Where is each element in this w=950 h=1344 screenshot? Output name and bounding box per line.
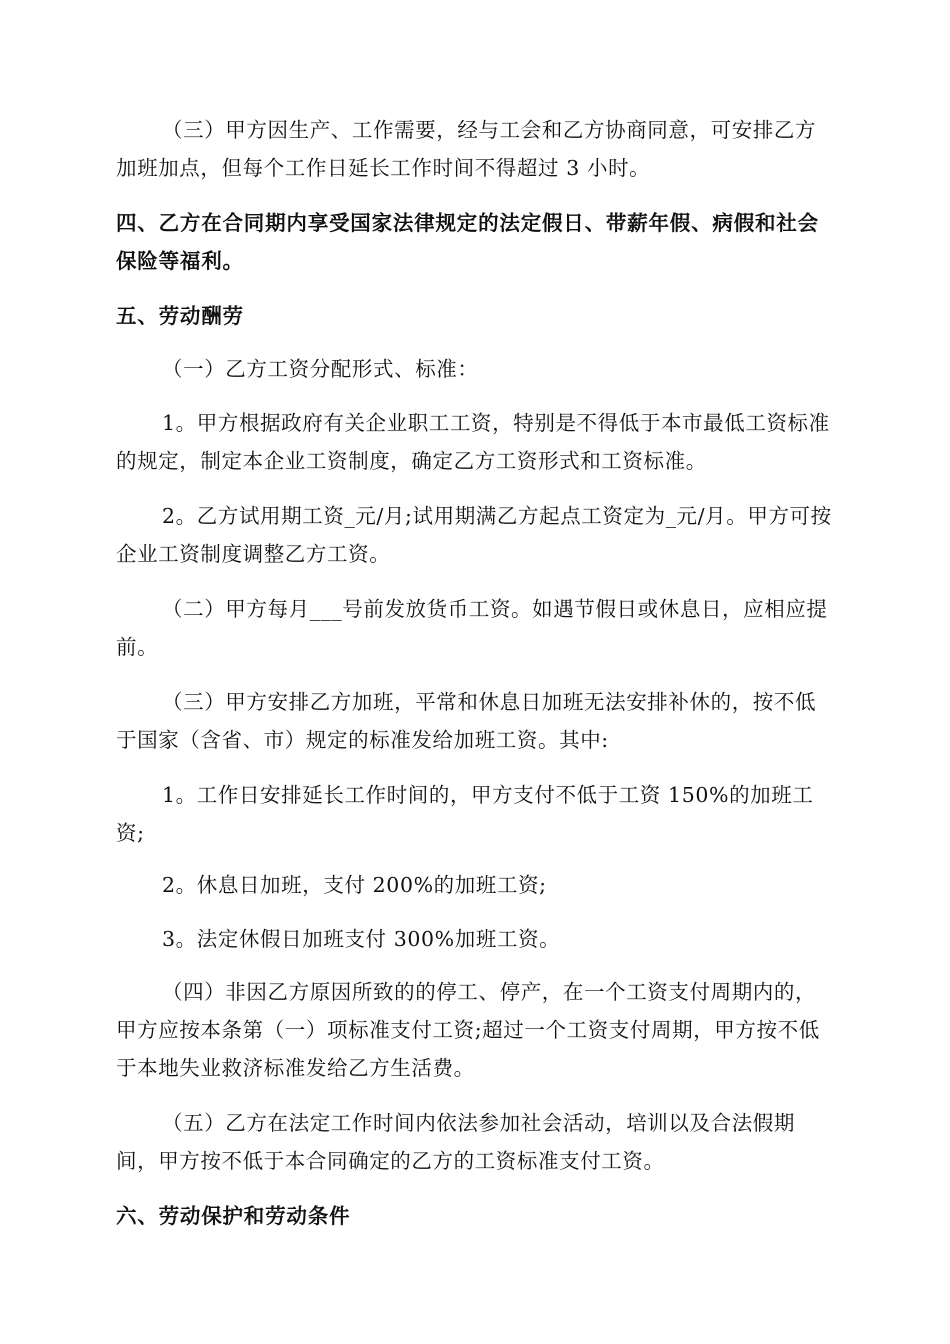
- section-heading-welfare: 四、乙方在合同期内享受国家法律规定的法定假日、带薪年假、病假和社会保险等福利。: [116, 211, 819, 273]
- section-heading-labor-protection: 六、劳动保护和劳动条件: [116, 1204, 351, 1228]
- paragraph-payday: （二）甲方每月___号前发放货币工资。如遇节假日或休息日，应相应提前。: [116, 597, 828, 659]
- paragraph-work-stoppage: （四）非因乙方原因所致的的停工、停产，在一个工资支付周期内的，甲方应按本条第（一）项标准支付工资;超过一个工资支付周期，甲方按不低于本地失业救济标准发给乙方生活费。: [116, 980, 820, 1080]
- paragraph-probation-wage: 2。乙方试用期工资_元/月;试用期满乙方起点工资定为_元/月。甲方可按企业工资制度调整乙方工资。: [116, 504, 832, 566]
- paragraph-social-activities: （五）乙方在法定工作时间内依法参加社会活动，培训以及合法假期间，甲方按不低于本合同确定的乙方的工资标准支付工资。: [116, 1111, 795, 1173]
- paragraph-holiday-overtime: 3。法定休假日加班支付 300%加班工资。: [162, 927, 561, 951]
- paragraph-workday-overtime: 1。工作日安排延长工作时间的，甲方支付不低于工资 150%的加班工资;: [116, 783, 814, 845]
- paragraph-wage-form: （一）乙方工资分配形式、标准：: [162, 357, 479, 381]
- paragraph-overtime-arrangement: （三）甲方因生产、工作需要，经与工会和乙方协商同意，可安排乙方加班加点，但每个工作日延长工作时间不得超过 3 小时。: [116, 118, 817, 180]
- paragraph-wage-standard: 1。甲方根据政府有关企业职工工资，特别是不得低于本市最低工资标准的规定，制定本企业工资制度，确定乙方工资形式和工资标准。: [116, 411, 830, 473]
- paragraph-restday-overtime: 2。休息日加班，支付 200%的加班工资;: [162, 873, 547, 897]
- section-heading-remuneration: 五、劳动酬劳: [116, 304, 244, 328]
- paragraph-overtime-pay: （三）甲方安排乙方加班，平常和休息日加班无法安排补休的，按不低于国家（含省、市）规定的标准发给加班工资。其中:: [116, 690, 817, 752]
